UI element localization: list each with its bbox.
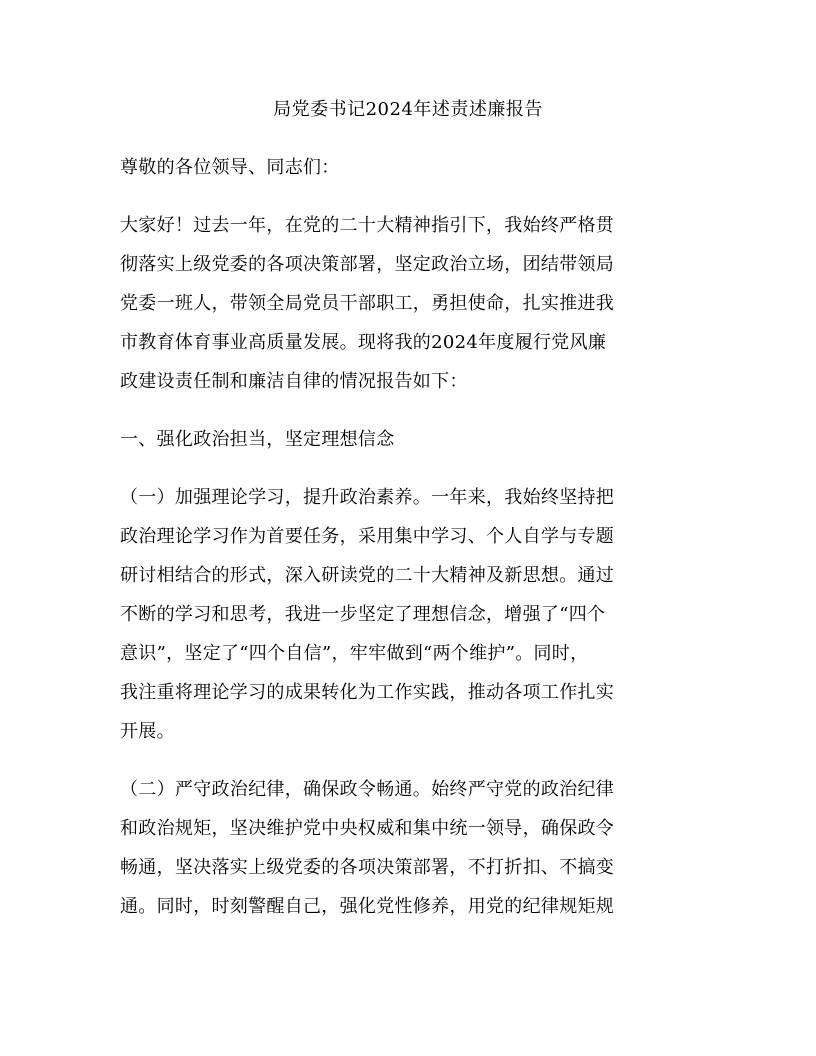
paragraph-2-line-7: 开展。	[120, 721, 175, 742]
paragraph-1-line-2: 彻落实上级党委的各项决策部署，坚定政治立场，团结带领局	[120, 254, 615, 275]
salutation: 尊敬的各位领导、同志们：	[120, 157, 340, 178]
paragraph-2-line-5: 意识”，坚定了“四个自信”，牢牢做到“两个维护”。同时，	[120, 643, 589, 664]
paragraph-1-line-1: 大家好！过去一年，在党的二十大精神指引下，我始终严格贯	[120, 215, 615, 236]
paragraph-1-line-3: 党委一班人，带领全局党员干部职工，勇担使命，扎实推进我	[120, 293, 615, 314]
paragraph-1-line-5: 政建设责任制和廉洁自律的情况报告如下：	[120, 371, 468, 392]
paragraph-3-line-3: 畅通，坚决落实上级党委的各项决策部署，不打折扣、不搞变	[120, 857, 615, 878]
paragraph-3-line-2: 和政治规矩，坚决维护党中央权威和集中统一领导，确保政令	[120, 818, 615, 839]
paragraph-2-line-1: （一）加强理论学习，提升政治素养。一年来，我始终坚持把	[120, 487, 615, 508]
paragraph-2-line-4: 不断的学习和思考，我进一步坚定了理想信念，增强了“四个	[120, 604, 606, 625]
paragraph-3-line-4: 通。同时，时刻警醒自己，强化党性修养，用党的纪律规矩规	[120, 896, 615, 917]
paragraph-2-line-6: 我注重将理论学习的成果转化为工作实践，推动各项工作扎实	[120, 682, 615, 703]
paragraph-2-line-3: 研讨相结合的形式，深入研读党的二十大精神及新思想。通过	[120, 565, 615, 586]
paragraph-3-line-1: （二）严守政治纪律，确保政令畅通。始终严守党的政治纪律	[120, 779, 615, 800]
paragraph-2-line-2: 政治理论学习作为首要任务，采用集中学习、个人自学与专题	[120, 526, 615, 547]
document-title: 局党委书记2024年述责述廉报告	[273, 99, 543, 120]
section-1-heading: 一、强化政治担当，坚定理想信念	[120, 429, 395, 450]
paragraph-1-line-4: 市教育体育事业高质量发展。现将我的2024年度履行党风廉	[120, 332, 607, 353]
